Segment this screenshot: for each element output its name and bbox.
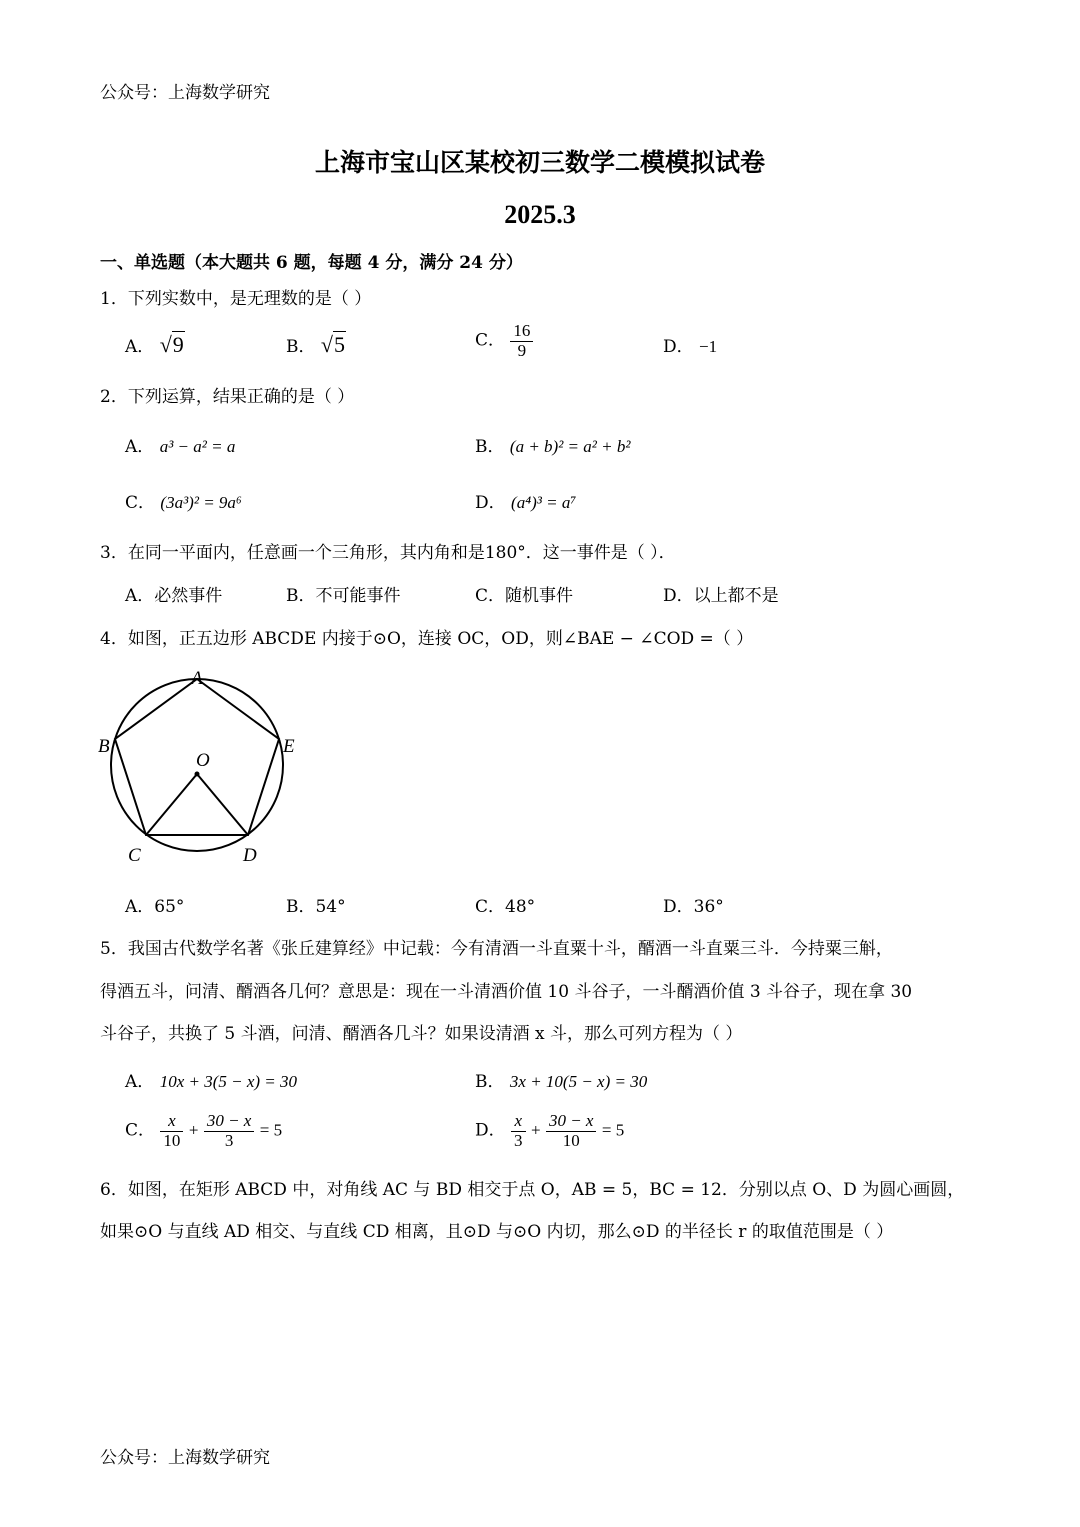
q2-option-b-label: B． [475,437,505,457]
q2-option-c-math: (3a³)² = 9a⁶ [160,493,242,512]
q1-option-c-denominator: 9 [517,340,527,360]
q2-option-d-label: D． [475,493,506,513]
q4-label-o: O [196,750,210,771]
q4-option-a: A．65° [125,897,185,917]
q1-option-c-label: C． [475,330,506,351]
q3-option-c: C．随机事件 [475,586,574,606]
header-source: 公众号：上海数学研究 [100,83,270,103]
q4-option-b: B．54° [286,897,346,917]
q3-option-d: D．以上都不是 [663,586,779,606]
q2-stem: 2．下列运算，结果正确的是（ ） [100,387,355,407]
q5-option-c-label: C． [125,1120,156,1141]
q5-option-a-math: 10x + 3(5 − x) = 30 [159,1072,298,1091]
q2-option-c-label: C． [125,493,156,513]
q2-option-b [475,432,630,457]
q1-option-c-numerator: 16 [510,322,533,342]
q4-label-a: A [191,668,203,689]
q5-line-2: 得酒五斗，问清、醑酒各几何？意思是：现在一斗清酒价值 10 斗谷子，一斗醑酒价值 3 斗谷子，现在拿 30 [100,982,913,1002]
q4-center-point [195,772,200,777]
q5-option-d [475,1112,624,1150]
q5-option-d-label: D． [475,1120,506,1141]
q5-option-c-fraction-1 [160,1112,183,1150]
q5-option-c-f1-den: 10 [163,1130,181,1150]
q2-option-b-math: (a + b)² = a² + b² [509,437,631,456]
q1-option-a-radicand: 9 [172,332,184,357]
q5-option-c [125,1112,282,1150]
q4-label-d: D [243,845,257,866]
q5-option-d-f1-den: 3 [514,1130,523,1150]
q5-line-1: 5．我国古代数学名著《张丘建算经》中记载：今有清酒一斗直粟十斗，醑酒一斗直粟三斗．今持粟三斛， [100,939,893,959]
q3-option-a: A．必然事件 [125,586,223,606]
q5-option-d-fraction-1 [511,1112,526,1150]
q1-option-a-math: √9 [159,332,184,357]
q4-label-e: E [283,736,295,757]
q4-label-c: C [128,845,141,866]
q2-option-a [125,432,235,457]
q5-option-d-f2-num: 30 − x [546,1112,597,1132]
q5-option-d-plus: + [530,1120,541,1140]
exam-date: 2025.3 [504,200,576,229]
q3-stem: 3．在同一平面内，任意画一个三角形，其内角和是180°．这一事件是（ ）． [100,543,676,563]
q4-segment-od [197,774,248,835]
q4-option-c: C．48° [475,897,536,917]
q5-option-d-fraction-2 [546,1112,597,1150]
q5-option-b [475,1067,647,1092]
q5-option-c-rhs: = 5 [259,1120,283,1140]
q1-option-b-label: B． [286,337,316,357]
q4-pentagon-figure [90,660,310,870]
footer-source: 公众号：上海数学研究 [100,1448,270,1468]
q1-option-a-label: A． [125,337,155,357]
q1-option-b-radicand: 5 [333,332,345,357]
q5-option-c-fraction-2 [204,1112,255,1150]
q5-option-a-label: A． [125,1072,155,1092]
q3-option-b: B．不可能事件 [286,586,401,606]
q6-line-1: 6．如图，在矩形 ABCD 中，对角线 AC 与 BD 相交于点 O，AB = 5，BC = 12．分别以点 O、D 为圆心画圆， [100,1180,965,1200]
q2-option-a-label: A． [125,437,155,457]
page-title: 上海市宝山区某校初三数学二模模拟试卷 [314,148,765,177]
q5-option-d-f2-den: 10 [562,1130,580,1150]
q5-option-c-f2-den: 3 [224,1130,234,1150]
q4-option-d: D．36° [663,897,724,917]
q1-stem: 1．下列实数中，是无理数的是（ ） [100,289,372,309]
q5-option-c-f2-num: 30 − x [204,1112,255,1132]
q5-line-3: 斗谷子，共换了 5 斗酒，问清、醑酒各几斗？如果设清酒 x 斗，那么可列方程为（ ） [100,1024,743,1044]
q5-option-c-f1-num: x [160,1112,183,1132]
q2-option-d-math: (a⁴)³ = a⁷ [511,493,577,512]
q1-option-d [663,332,717,357]
q5-option-a [125,1067,297,1092]
q5-option-c-plus: + [188,1120,199,1140]
q1-option-c-fraction [510,322,533,360]
q2-option-a-math: a³ − a² = a [159,437,236,456]
q5-option-d-f1-num: x [511,1112,526,1132]
q4-label-b: B [98,736,110,757]
q4-stem: 4．如图，正五边形 ABCDE 内接于⊙O，连接 OC，OD，则∠BAE − ∠COD =（ ） [100,629,754,649]
q5-option-b-math: 3x + 10(5 − x) = 30 [509,1072,648,1091]
q2-option-c [125,488,242,513]
q2-option-d [475,488,576,513]
q5-option-d-rhs: = 5 [601,1120,625,1140]
q5-option-b-label: B． [475,1072,505,1092]
q1-option-c [475,322,533,360]
q1-option-b-math: √5 [320,332,345,357]
q4-segment-oc [146,774,197,835]
section-heading: 一、单选题（本大题共 6 题，每题 4 分，满分 24 分） [100,253,523,273]
q6-line-2: 如果⊙O 与直线 AD 相交、与直线 CD 相离，且⊙D 与⊙O 内切，那么⊙D 的半径长 r 的取值范围是（ ） [100,1222,894,1242]
q1-option-b [286,332,346,358]
q1-option-a [125,332,185,358]
q1-option-d-label: D． [663,337,694,357]
q1-option-d-value: −1 [699,337,718,356]
